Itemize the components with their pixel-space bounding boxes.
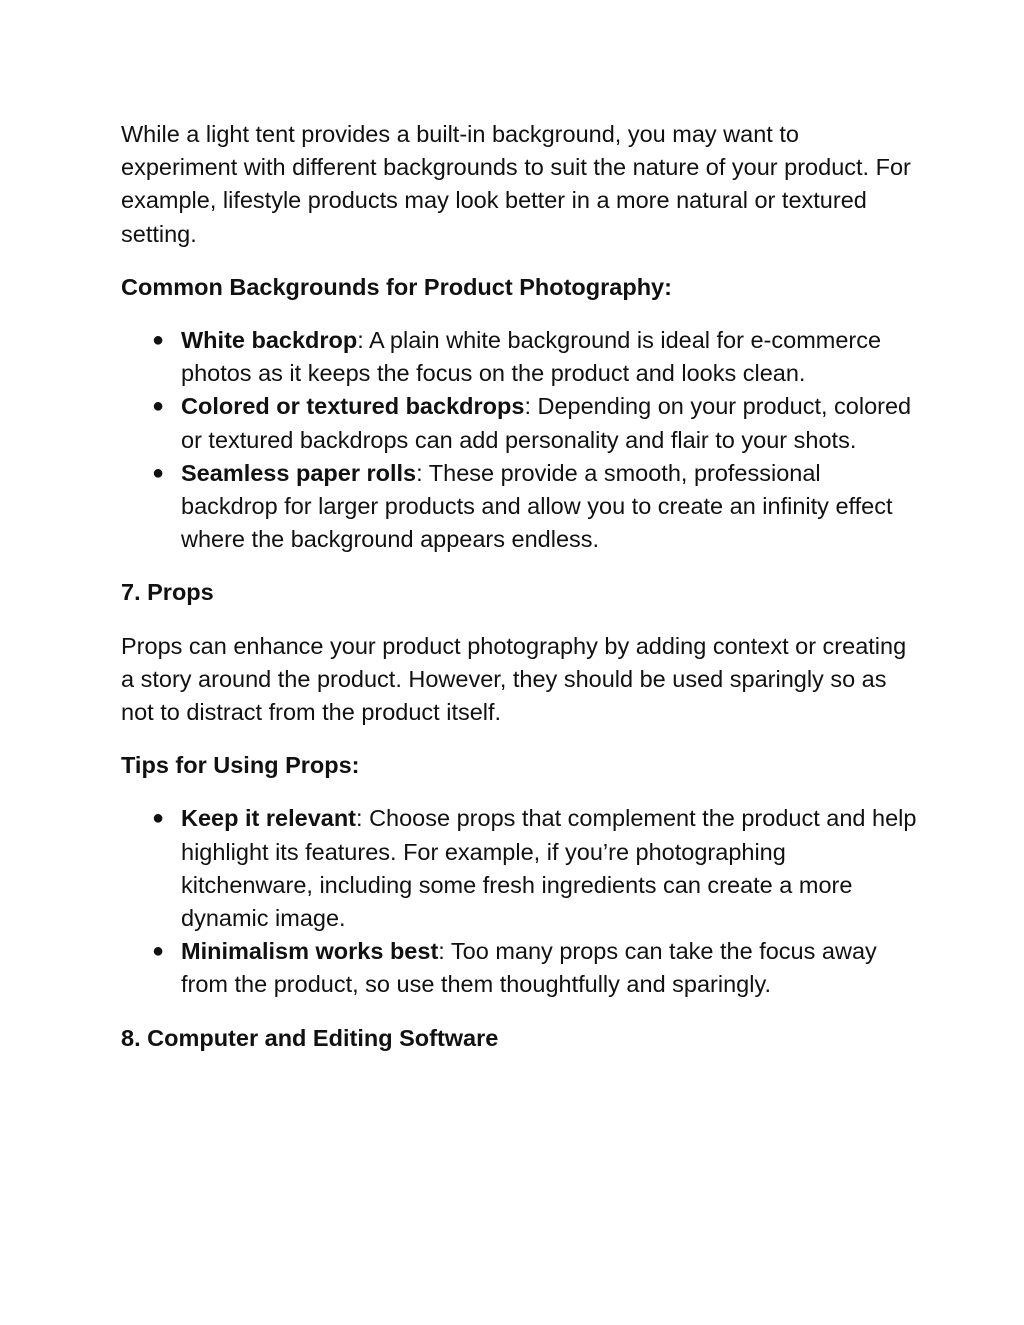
list-item-term: Minimalism works best xyxy=(181,938,439,965)
list-item-text: : Choose props that complement the product and help highlight its features. For example, if you’re photographing kitchenware, including some fresh ingredients can create a more dynamic image. xyxy=(181,805,917,932)
bullet-icon: ● xyxy=(152,940,165,963)
list-item-term: Seamless paper rolls xyxy=(181,459,417,486)
backgrounds-list xyxy=(121,324,921,556)
props-heading: 7. Props xyxy=(121,579,214,606)
intro-paragraph: While a light tent provides a built-in background, you may want to experiment with different backgrounds to suit the nature of your product. For example, lifestyle products may look better in a more natural or textured setting. xyxy=(121,121,911,247)
next-section-heading: 8. Computer and Editing Software xyxy=(121,1024,499,1051)
document-page xyxy=(121,118,921,1075)
bullet-icon: ● xyxy=(152,461,165,484)
bullet-icon: ● xyxy=(152,807,165,830)
list-item-text: : A plain white background is ideal for e-commerce photos as it keeps the focus on the product and looks clean. xyxy=(181,327,882,387)
list-item-term: Colored or textured backdrops xyxy=(181,393,525,420)
list-item-text: : Depending on your product, colored or textured backdrops can add personality and flair to your shots. xyxy=(181,393,912,453)
backgrounds-heading: Common Backgrounds for Product Photography: xyxy=(121,273,672,300)
list-item-text: : Too many props can take the focus away from the product, so use them thoughtfully and sparingly. xyxy=(181,938,877,998)
list-item-term: Keep it relevant xyxy=(181,805,357,832)
props-tips-list xyxy=(121,802,921,1001)
props-paragraph: Props can enhance your product photography by adding context or creating a story around the product. However, they should be used sparingly so as not to distract from the product itself. xyxy=(121,632,907,726)
props-tips-heading: Tips for Using Props: xyxy=(121,752,360,779)
list-item xyxy=(121,935,921,1001)
list-item xyxy=(121,324,921,390)
list-item-term: White backdrop xyxy=(181,327,358,354)
list-item-text: : These provide a smooth, professional backdrop for larger products and allow you to create an infinity effect where the background appears endless. xyxy=(181,459,893,553)
list-item xyxy=(121,390,921,456)
bullet-icon: ● xyxy=(152,395,165,418)
list-item xyxy=(121,802,921,935)
bullet-icon: ● xyxy=(152,329,165,352)
list-item xyxy=(121,457,921,557)
